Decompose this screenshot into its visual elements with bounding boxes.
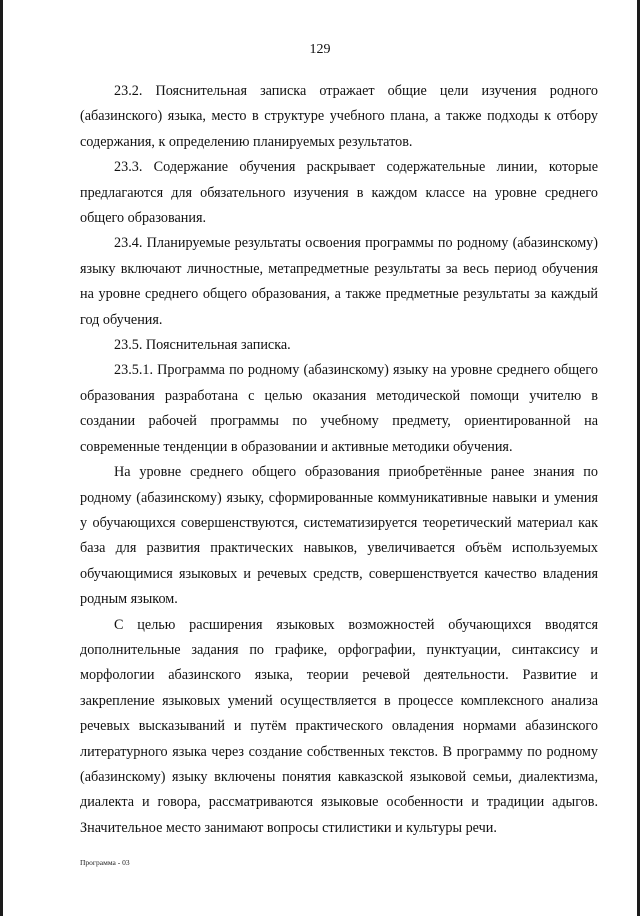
paragraph-23-5: 23.5. Пояснительная записка. — [114, 337, 291, 354]
paragraph-23-2: 23.2. Пояснительная записка отражает общие цели изучения родного (абазинского) языка, место в структуре учебного плана, а также подходы к отбору содержания, к определению планируемых результатов. — [80, 83, 598, 150]
paragraph-23-3: 23.3. Содержание обучения раскрывает содержательные линии, которые предлагаются для обязательного изучения в каждом классе на уровне среднего общего образования. — [80, 159, 598, 227]
page-number: 129 — [309, 42, 331, 57]
paragraph-23-4: 23.4. Планируемые результаты освоения программы по родному (абазинскому) языку включают личностные, метапредметные результаты за весь период обучения на уровне среднего общего образования, а также предметные результаты за каждый год обучения. — [80, 235, 598, 328]
paragraph-language-expansion: С целью расширения языковых возможностей обучающихся вводятся дополнительные задания по графике, орфографии, пунктуации, синтаксису и морфологии абазинского языка, теории речевой деятельности. Развитие и закрепление языковых умений осуществляется в процессе комплексного анализа речевых высказываний и путём практического овладения нормами абазинского литературного языка через создание собственных текстов. В программу по родному (абазинскому) языку включены понятия кавказской языковой семьи, диалектизма, диалекта и говора, рассматриваются языковые особенности и традиции адыгов. Значительное место занимают вопросы стилистики и культуры речи. — [80, 616, 598, 836]
scan-edge-left — [0, 0, 3, 916]
paragraph-23-5-1: 23.5.1. Программа по родному (абазинскому) языку на уровне среднего общего образования разработана с целью оказания методической помощи учителю в создании рабочей программы по учебному предмету, ориентированной на современные тенденции в образовании и активные методики обучения. — [80, 362, 598, 455]
body-text — [80, 79, 598, 841]
paragraph-secondary-level: На уровне среднего общего образования приобретённые ранее знания по родному (абазинскому) языку, сформированные коммуникативные навыки и умения у обучающихся совершенствуются, систематизируется теоретический материал как база для развития практических навыков, увеличивается объём используемых обучающимися языковых и речевых средств, совершенствуется качество владения родным языком. — [80, 464, 598, 608]
footer-program-label: Программа - 03 — [80, 858, 130, 867]
